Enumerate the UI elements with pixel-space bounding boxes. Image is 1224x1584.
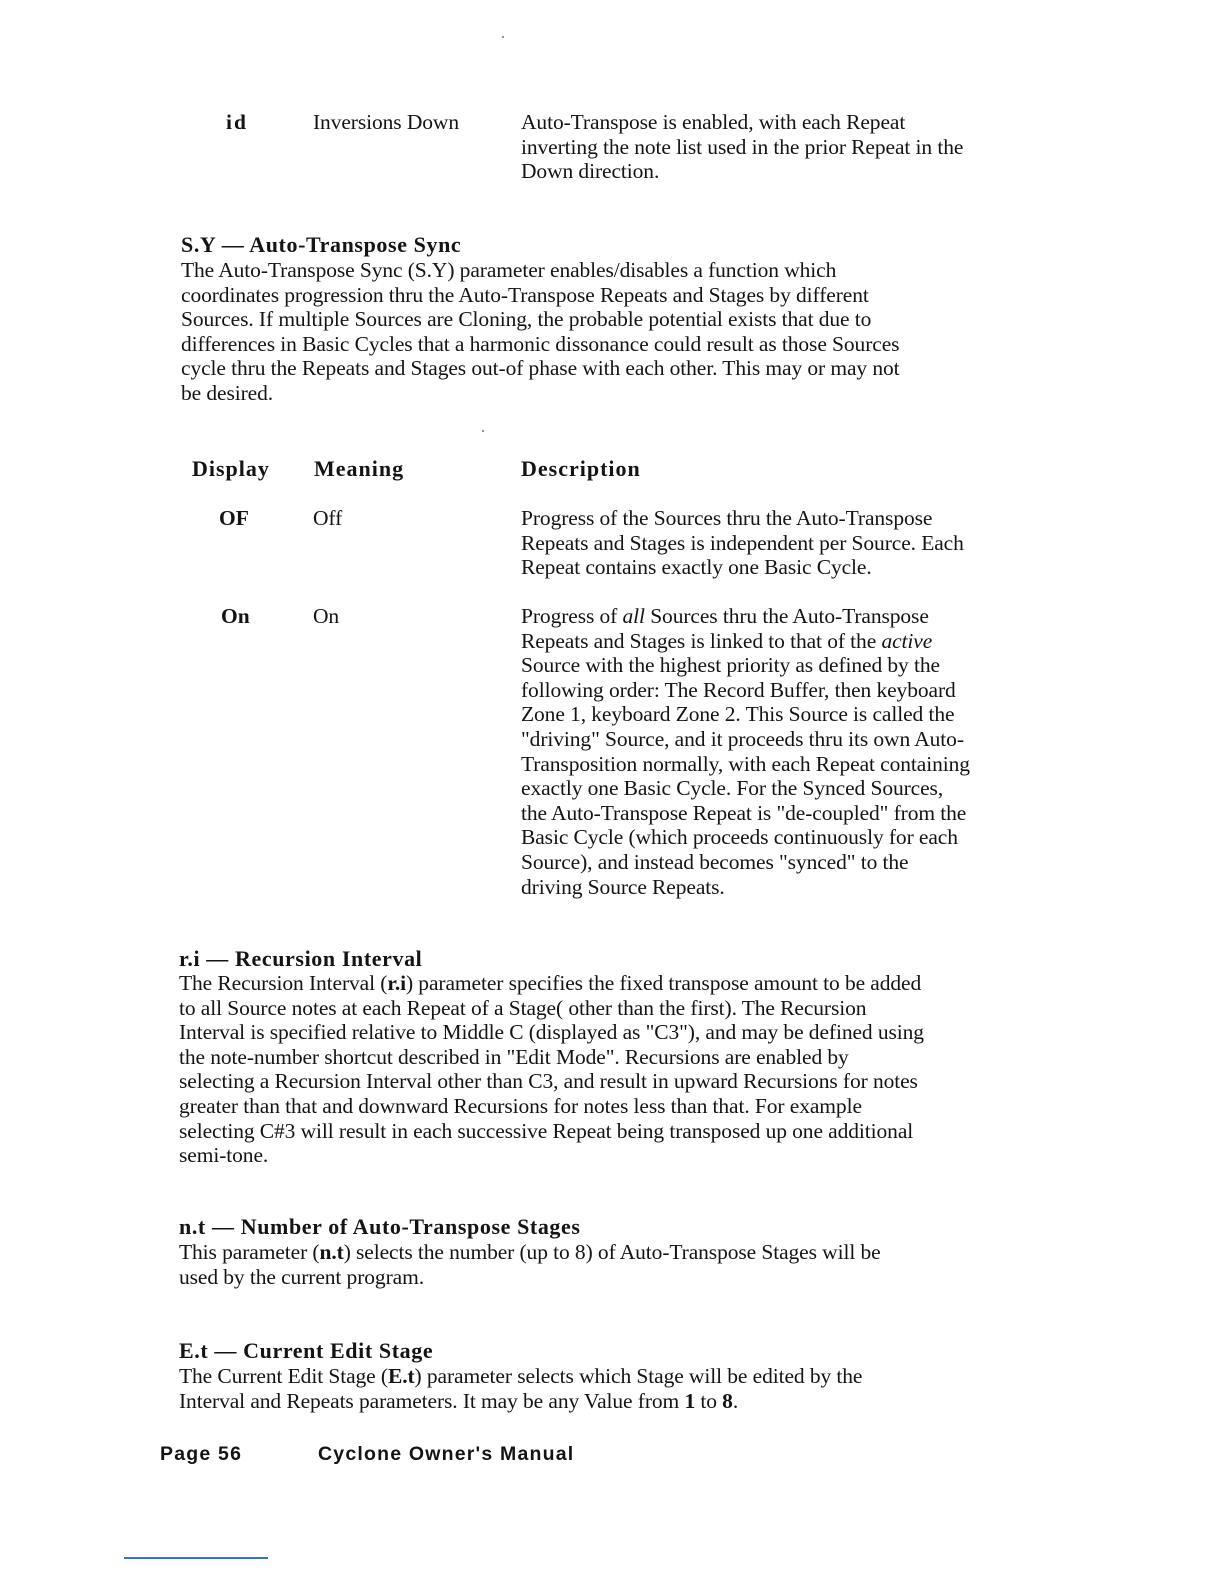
desc-line: [521, 629, 1081, 654]
desc-line: Basic Cycle (which proceeds continuously for each: [521, 825, 958, 850]
desc-line: driving Source Repeats.: [521, 874, 725, 899]
desc-line: following order: The Record Buffer, then keyboard: [521, 677, 956, 702]
desc-line: Progress of the Sources thru the Auto-Transpose: [521, 506, 933, 530]
para-line: [179, 1240, 1079, 1265]
para-line: [179, 1389, 1079, 1414]
stages-heading-code: n.t: [179, 1214, 206, 1239]
para-line: the note-number shortcut described in "Edit Mode". Recursions are enabled by: [179, 1044, 849, 1069]
para-line: be desired.: [181, 380, 274, 405]
recursion-heading-title: Recursion Interval: [235, 946, 423, 971]
edit-stage-paragraph: [179, 1364, 1079, 1413]
sync-heading: [181, 232, 461, 258]
text-run: ) selects the number (up to 8) of Auto-Transpose Stages will be: [343, 1240, 881, 1264]
desc-line: Repeats and Stages is independent per Source. Each: [521, 530, 964, 555]
para-line: semi-tone.: [179, 1143, 269, 1168]
text-run: Repeats and Stages is linked to that of the: [521, 628, 882, 653]
sync-heading-title: Auto-Transpose Sync: [249, 232, 462, 257]
text-run: The Current Edit Stage (: [179, 1364, 388, 1388]
footer-manual-title: Cyclone Owner's Manual: [318, 1443, 575, 1465]
desc-line: Source with the highest priority as defined by the: [521, 653, 940, 678]
row-off-description: [521, 506, 1081, 580]
para-line: differences in Basic Cycles that a harmonic dissonance could result as those Sources: [181, 331, 900, 356]
recursion-paragraph: [179, 971, 1079, 1168]
desc-line: Repeat contains exactly one Basic Cycle.: [521, 555, 872, 580]
value-min: 1: [684, 1388, 696, 1413]
text-run: ) parameter selects which Stage will be edited by the: [414, 1364, 863, 1388]
column-header-description: Description: [521, 456, 641, 481]
text-run: Interval and Repeats parameters. It may be any Value from: [179, 1388, 685, 1413]
value-max: 8: [722, 1388, 733, 1413]
para-line: [179, 971, 1079, 996]
desc-line: Auto-Transpose is enabled, with each Repeat: [521, 110, 906, 134]
text-run: Sources thru the Auto-Transpose: [644, 604, 929, 628]
heading-dash: —: [221, 232, 245, 257]
row-on-meaning: On: [313, 604, 340, 628]
sync-heading-code: S.Y: [181, 232, 216, 257]
scan-edge-mark: [124, 1557, 268, 1559]
scan-speck: [502, 36, 504, 38]
emphasis-all: all: [622, 604, 645, 628]
desc-line: Transposition normally, with each Repeat containing: [521, 751, 970, 776]
row-on-display: On: [221, 604, 250, 628]
emphasis-active: active: [881, 628, 933, 653]
desc-line: "driving" Source, and it proceeds thru its own Auto-: [521, 726, 964, 751]
edit-stage-heading-code: E.t: [179, 1338, 209, 1363]
heading-dash: —: [206, 946, 229, 971]
text-run: Progress of: [521, 604, 623, 628]
column-header-meaning: Meaning: [314, 456, 405, 481]
column-header-display: Display: [192, 456, 270, 481]
footer-page-number: Page 56: [160, 1443, 243, 1465]
text-run: to: [695, 1388, 723, 1413]
desc-line: the Auto-Transpose Repeat is "de-coupled" from the: [521, 800, 967, 825]
recursion-heading-code: r.i: [179, 946, 201, 971]
para-line: [179, 1364, 1079, 1389]
row-id-display: id: [226, 110, 248, 134]
desc-line: Source), and instead becomes "synced" to the: [521, 849, 909, 874]
para-line: selecting a Recursion Interval other than C3, and result in upward Recursions for notes: [179, 1069, 918, 1094]
heading-dash: —: [211, 1214, 235, 1239]
edit-stage-heading-title: Current Edit Stage: [243, 1338, 434, 1363]
para-line: The Auto-Transpose Sync (S.Y) parameter enables/disables a function which: [181, 258, 837, 282]
desc-line: Zone 1, keyboard Zone 2. This Source is called the: [521, 702, 955, 727]
para-line: greater than that and downward Recursions for notes less than that. For example: [179, 1093, 862, 1118]
text-run: .: [732, 1388, 739, 1413]
para-line: selecting C#3 will result in each successive Repeat being transposed up one additional: [179, 1118, 914, 1143]
row-id-meaning: Inversions Down: [313, 110, 459, 134]
row-off-meaning: Off: [313, 506, 343, 530]
desc-line: exactly one Basic Cycle. For the Synced Sources,: [521, 776, 944, 801]
para-line: cycle thru the Repeats and Stages out-of phase with each other. This may or may not: [181, 356, 900, 381]
heading-dash: —: [214, 1338, 238, 1363]
sync-paragraph: [181, 258, 1061, 406]
para-line: to all Source notes at each Repeat of a Stage( other than the first). The Recursion: [179, 995, 867, 1020]
para-line: Sources. If multiple Sources are Cloning, the probable potential exists that due to: [181, 307, 872, 332]
code-n-t: n.t: [319, 1240, 344, 1264]
stages-paragraph: [179, 1240, 1079, 1289]
desc-line: inverting the note list used in the prior Repeat in the: [521, 134, 964, 159]
text-run: ) parameter specifies the fixed transpose amount to be added: [405, 971, 922, 995]
desc-line: [521, 604, 1081, 629]
para-line: Interval is specified relative to Middle C (displayed as "C3"), and may be defined using: [179, 1020, 924, 1045]
code-r-i: r.i: [387, 971, 406, 995]
stages-heading: [179, 1214, 581, 1240]
row-off-display: OF: [219, 506, 249, 530]
para-line: coordinates progression thru the Auto-Transpose Repeats and Stages by different: [181, 282, 869, 307]
text-run: This parameter (: [179, 1240, 320, 1264]
stages-heading-title: Number of Auto-Transpose Stages: [240, 1214, 581, 1239]
edit-stage-heading: [179, 1338, 433, 1364]
para-line: used by the current program.: [179, 1264, 424, 1289]
row-on-description: [521, 604, 1081, 899]
code-e-t: E.t: [387, 1364, 415, 1388]
scan-speck: [482, 430, 484, 432]
desc-line: Down direction.: [521, 159, 660, 184]
recursion-heading: [179, 946, 422, 972]
text-run: The Recursion Interval (: [179, 971, 388, 995]
row-id-description: [521, 110, 1081, 184]
